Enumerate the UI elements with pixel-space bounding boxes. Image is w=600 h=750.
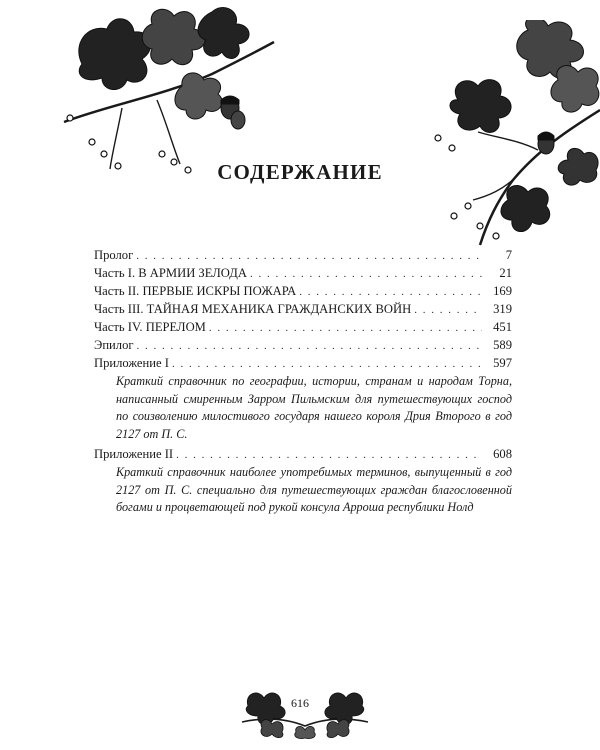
toc-entry-page: 597 [493,356,512,370]
toc-entry-page: 7 [505,248,512,262]
table-of-contents [94,246,512,519]
toc-entry-label: Эпилог [94,338,134,352]
toc-entry-label: Приложение I [94,356,169,370]
toc-entry-appendix-2 [94,445,512,463]
toc-entry-page: 319 [493,302,512,316]
dot-leader [250,265,482,283]
dot-leader [137,337,482,355]
toc-entry-label: Часть III. ТАЙНАЯ МЕХАНИКА ГРАЖДАНСКИХ ВОЙН [94,302,412,316]
toc-entry-label: Часть I. В АРМИИ ЗЕЛОДА [94,266,247,280]
toc-entry-part-2 [94,282,512,300]
oak-branch-top-left-illustration [62,4,277,174]
toc-entry-appendix-1 [94,354,512,372]
dot-leader [136,247,482,265]
toc-entry-page: 21 [499,266,512,280]
dot-leader [172,355,482,373]
dot-leader [209,319,482,337]
dot-leader [299,283,482,301]
toc-entry-label: Пролог [94,248,134,262]
toc-entry-part-1 [94,264,512,282]
toc-entry-page: 169 [493,284,512,298]
dot-leader [176,446,482,464]
toc-entry-page: 608 [493,447,512,461]
oak-branch-right-illustration [418,20,600,250]
toc-entry-label: Часть II. ПЕРВЫЕ ИСКРЫ ПОЖАРА [94,284,297,298]
toc-entry-epilogue [94,336,512,354]
toc-entry-page: 451 [493,320,512,334]
toc-entry-prologue [94,246,512,264]
toc-entry-label: Часть IV. ПЕРЕЛОМ [94,320,206,334]
toc-entry-label: Приложение II [94,447,174,461]
dot-leader [414,301,482,319]
page-number: 616 [291,696,309,710]
toc-entry-page: 589 [493,338,512,352]
toc-entry-part-4 [94,318,512,336]
toc-entry-description: Краткий справочник наиболее употребимых терминов, выпущенный в год 2127 от П. С. специально для путешествующих граждан благословенной богами и процветающей под рукой консула Арроша республики Нолд [116,465,512,514]
toc-entry-part-3 [94,300,512,318]
page-title: СОДЕРЖАНИЕ [217,160,383,185]
toc-entry-description: Краткий справочник по географии, истории, странам и народам Торна, написанный смиренным Зарром Пильмским для путешествующих господ по соизволению милостивого государя нашего короля Дрия Второго в год 2127 от П. С. [116,374,512,441]
